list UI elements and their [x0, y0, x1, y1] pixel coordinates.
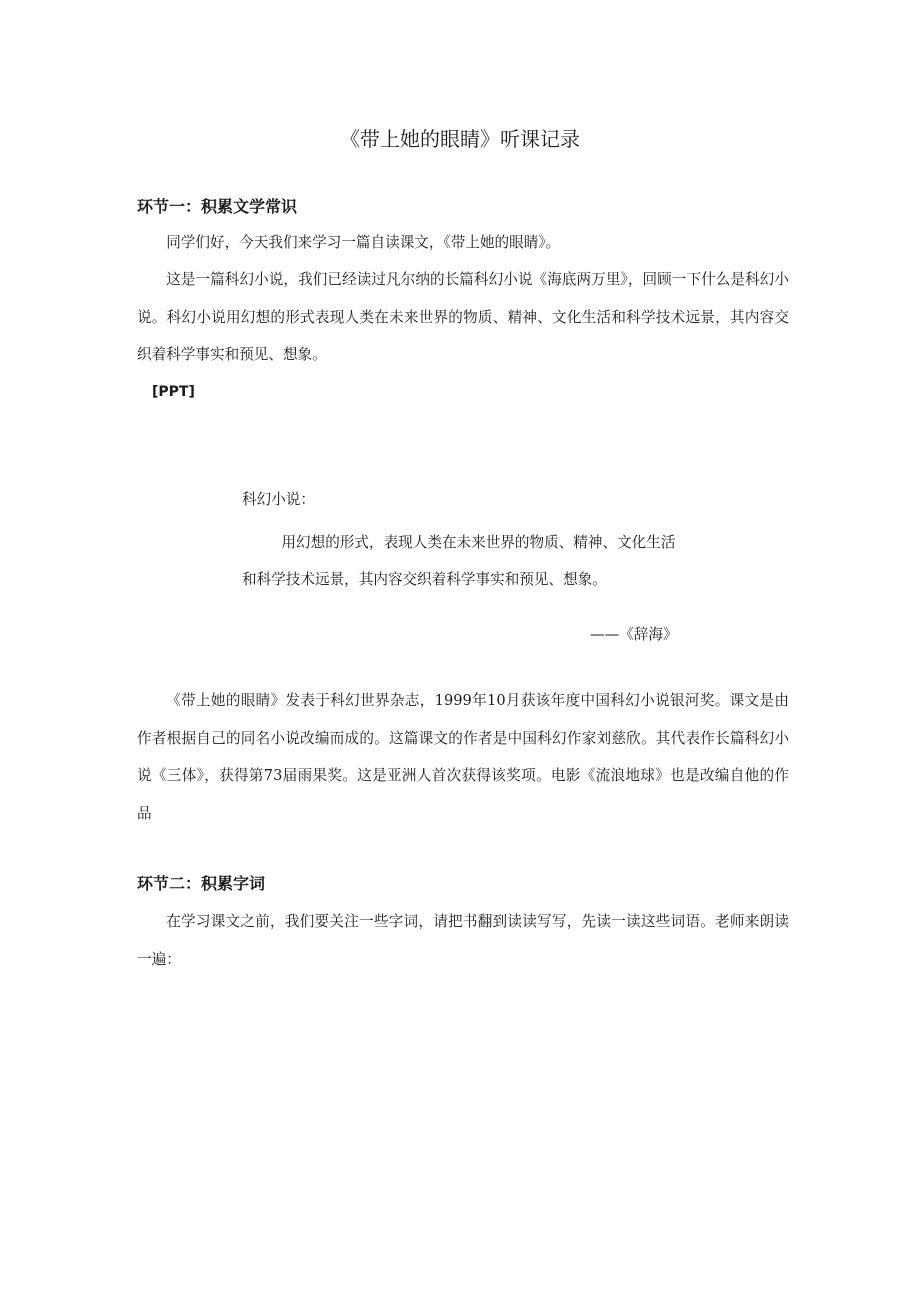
section-heading-1: 环节一：积累文学常识 — [137, 197, 298, 216]
document-title: 《带上她的眼睛》听课记录 — [340, 127, 580, 151]
quote-label: 科幻小说： — [242, 491, 315, 508]
ppt-quote-box — [242, 488, 682, 598]
ppt-tag: [PPT] — [152, 384, 195, 400]
quote-source: ——《辞海》 — [590, 626, 678, 643]
section-heading-2: 环节二：积累字词 — [137, 874, 266, 893]
paragraph-scifi-definition: 这是一篇科幻小说，我们已经读过凡尔纳的长篇科幻小说《海底两万里》，回顾一下什么是科幻小说。科幻小说用幻想的形式表现人类在未来世界的物质、精神、文化生活和科学技术远景，其内容交织着科学事实和预见、想象。 — [137, 271, 789, 363]
paragraph-vocabulary-intro: 在学习课文之前，我们要关注一些字词，请把书翻到读读写写，先读一读这些词语。老师来朗读一遍： — [137, 913, 789, 968]
quote-text: 用幻想的形式，表现人类在未来世界的物质、精神、文化生活和科学技术远景，其内容交织着科学事实和预见、想象。 — [242, 534, 676, 588]
paragraph-greeting: 同学们好，今天我们来学习一篇自读课文，《带上她的眼睛》。 — [166, 234, 561, 251]
paragraph-author-info: 《带上她的眼睛》发表于科幻世界杂志，1999年10月获该年度中国科幻小说银河奖。课文是由作者根据自己的同名小说改编而成的。这篇课文的作者是中国科幻作家刘慈欣。其代表作长篇科幻小说《三体》，获得第73届雨果奖。这是亚洲人首次获得该奖项。电影《流浪地球》也是改编自他的作品 — [137, 692, 789, 822]
